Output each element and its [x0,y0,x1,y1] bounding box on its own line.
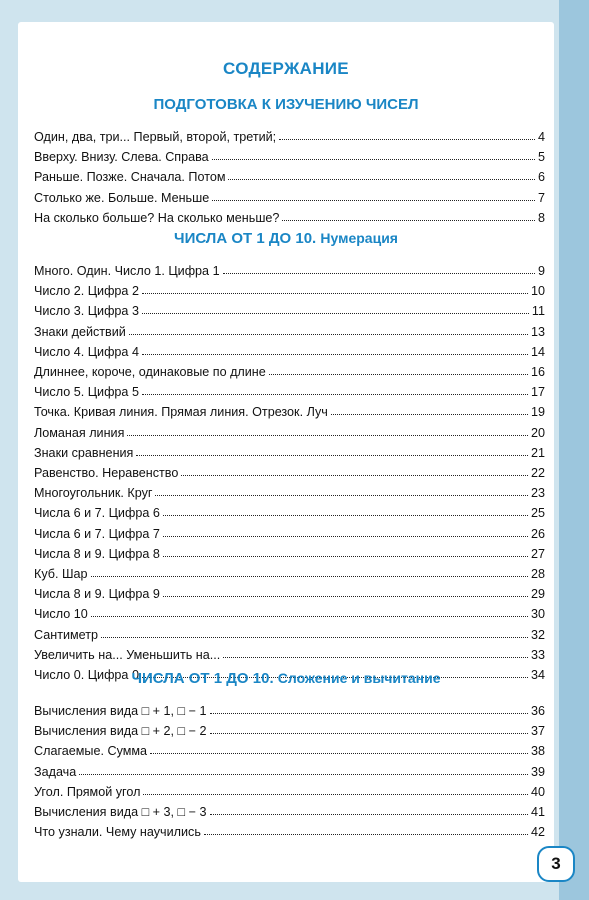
toc-entry-title: Число 0. Цифра 0 [34,668,139,682]
toc-entry-page: 21 [530,445,545,460]
dot-leader [142,354,528,355]
dot-leader [91,576,528,577]
section-heading-text: ПОДГОТОВКА К ИЗУЧЕНИЮ ЧИСЕЛ [153,96,419,113]
toc-entry-title: Число 4. Цифра 4 [34,344,139,359]
toc-entry-page: 42 [530,825,545,840]
dot-leader [163,596,528,597]
toc-entry[interactable] [34,124,545,144]
toc-entry[interactable] [34,779,545,799]
toc-entry[interactable] [34,601,545,621]
toc-entry[interactable] [34,738,545,758]
toc-entry-page: 11 [531,304,545,319]
toc-entry-page: 28 [530,567,545,581]
toc-entry-page: 25 [530,506,545,521]
toc-entry-title: Числа 6 и 7. Цифра 7 [34,526,160,541]
dot-leader [79,774,528,775]
toc-entry-title: Знаки сравнения [34,445,134,460]
toc-entry-title: Длиннее, короче, одинаковые по длине [34,365,266,379]
toc-entry[interactable] [34,480,545,500]
toc-entry[interactable] [34,420,545,440]
dot-leader [142,313,529,314]
dot-leader [155,495,528,496]
toc-entry-title: Увеличить на... Уменьшить на... [34,647,221,662]
toc-entry-page: 8 [537,210,545,225]
dot-leader [212,200,535,201]
toc-entry[interactable] [34,460,545,480]
toc-entry-page: 10 [530,284,545,299]
toc-entry[interactable] [34,541,545,561]
toc-entry-page: 7 [537,190,545,205]
toc-entry-title: Что узнали. Чему научились [34,825,201,840]
toc-entry-title: Ломаная линия [34,425,125,440]
section-heading-text: ЧИСЛА ОТ 1 ДО 10. [131,670,274,687]
section-subheading: Нумерация [320,230,398,246]
toc-entry-page: 40 [530,784,545,799]
dot-leader [210,733,528,734]
toc-entry[interactable] [34,521,545,541]
toc-entry[interactable] [34,819,545,839]
dot-leader [279,139,535,140]
section-heading [18,96,554,113]
toc-entry-page: 17 [530,385,545,400]
toc-entry-title: Куб. Шар [34,567,88,581]
dot-leader [223,273,535,274]
toc-entry-title: Вычисления вида □ + 1, □ − 1 [34,704,207,718]
toc-entry-page: 26 [530,526,545,541]
toc-entry[interactable] [34,581,545,601]
dot-leader [223,657,528,658]
dot-leader [163,515,528,516]
toc-entry-page: 36 [530,704,545,718]
toc-entry-page: 23 [530,486,545,501]
dot-leader [91,616,528,617]
toc-entry[interactable] [34,339,545,359]
toc-entry-page: 22 [530,466,545,480]
toc-entry-page: 6 [537,170,545,185]
toc-entry[interactable] [34,205,545,225]
toc-entry-title: Равенство. Неравенство [34,466,179,480]
toc-entry-title: Угол. Прямой угол [34,784,141,799]
dot-leader [142,394,528,395]
toc-entry-page: 13 [530,324,545,339]
toc-entry[interactable] [34,642,545,662]
toc-entry-title: Числа 6 и 7. Цифра 6 [34,506,160,521]
toc-entry[interactable] [34,278,545,298]
toc-entry-page: 4 [537,130,545,144]
dot-leader [204,834,528,835]
toc-entry-title: Сантиметр [34,627,99,642]
dot-leader [142,293,528,294]
dot-leader [181,475,528,476]
dot-leader [143,794,528,795]
toc-entry-title: Вычисления вида □ + 3, □ − 3 [34,805,207,819]
section-heading [18,670,554,687]
toc-entry-page: 5 [537,150,545,165]
page-title: СОДЕРЖАНИЕ [223,59,349,78]
toc-entry-title: Число 10 [34,607,88,622]
dot-leader [269,374,528,375]
toc-entry-title: Один, два, три... Первый, второй, третий; [34,130,277,144]
toc-entry-page: 32 [530,627,545,642]
toc-entry-page: 39 [530,764,545,779]
toc-entry-title: Вверху. Внизу. Слева. Справа [34,150,209,165]
toc-entry-page: 14 [530,344,545,359]
toc-entry-page: 19 [530,405,545,420]
toc-entry-title: Числа 8 и 9. Цифра 8 [34,546,160,561]
toc-entry-title: Многоугольник. Круг [34,486,153,501]
toc-entry-title: Числа 8 и 9. Цифра 9 [34,587,160,602]
page-number-badge: 3 [537,846,575,882]
dot-leader [228,179,535,180]
toc-entry-title: Число 2. Цифра 2 [34,284,139,299]
toc-entry-title: Много. Один. Число 1. Цифра 1 [34,264,220,278]
toc-entry[interactable] [34,258,545,278]
dot-leader [210,814,528,815]
toc-entry-page: 20 [530,425,545,440]
toc-entry-page: 9 [537,264,545,278]
dot-leader [163,556,528,557]
toc-entry-page: 37 [530,724,545,739]
toc-entry[interactable] [34,440,545,460]
toc-entry[interactable] [34,379,545,399]
toc-entry-page: 27 [530,546,545,561]
toc-entry[interactable] [34,622,545,642]
dot-leader [212,159,535,160]
dot-leader [129,334,528,335]
dot-leader [210,713,528,714]
toc-page [18,22,554,882]
toc-entry-title: Число 3. Цифра 3 [34,304,139,319]
dot-leader [163,536,528,537]
background-stripe [559,0,589,900]
toc-entry[interactable] [34,698,545,718]
toc-entry-title: Раньше. Позже. Сначала. Потом [34,170,226,185]
toc-entry-title: На сколько больше? На сколько меньше? [34,210,280,225]
section-subheading: Сложение и вычитание [277,670,441,686]
toc-entry[interactable] [34,185,545,205]
toc-entry-page: 41 [530,805,545,819]
dot-leader [101,637,528,638]
toc-entry-page: 33 [530,647,545,662]
toc-entry[interactable] [34,298,545,318]
toc-entry-title: Точка. Кривая линия. Прямая линия. Отрезок. Луч [34,405,328,420]
dot-leader [150,753,528,754]
toc-entry-page: 16 [530,365,545,379]
toc-entry-title: Вычисления вида □ + 2, □ − 2 [34,724,207,739]
dot-leader [136,455,528,456]
toc-entry[interactable] [34,359,545,379]
dot-leader [331,414,528,415]
toc-entry-title: Число 5. Цифра 5 [34,385,139,400]
section-heading [18,230,554,247]
toc-entry[interactable] [34,799,545,819]
toc-entry[interactable] [34,500,545,520]
section-heading-text: ЧИСЛА ОТ 1 ДО 10. [174,230,317,247]
toc-entry-page: 29 [530,587,545,602]
toc-entry[interactable] [34,718,545,738]
toc-entry-title: Задача [34,764,77,779]
toc-entry[interactable] [34,164,545,184]
dot-leader [282,220,535,221]
toc-entry-page: 30 [530,607,545,622]
toc-entry-title: Знаки действий [34,324,126,339]
toc-entry-title: Слагаемые. Сумма [34,744,148,759]
toc-entry-page: 34 [530,668,545,682]
dot-leader [127,435,528,436]
toc-entry[interactable] [34,319,545,339]
toc-entry[interactable] [34,561,545,581]
toc-entry-page: 38 [530,744,545,759]
toc-entry[interactable] [34,759,545,779]
toc-entry[interactable] [34,144,545,164]
toc-entry-title: Столько же. Больше. Меньше [34,190,210,205]
toc-entry[interactable] [34,399,545,419]
